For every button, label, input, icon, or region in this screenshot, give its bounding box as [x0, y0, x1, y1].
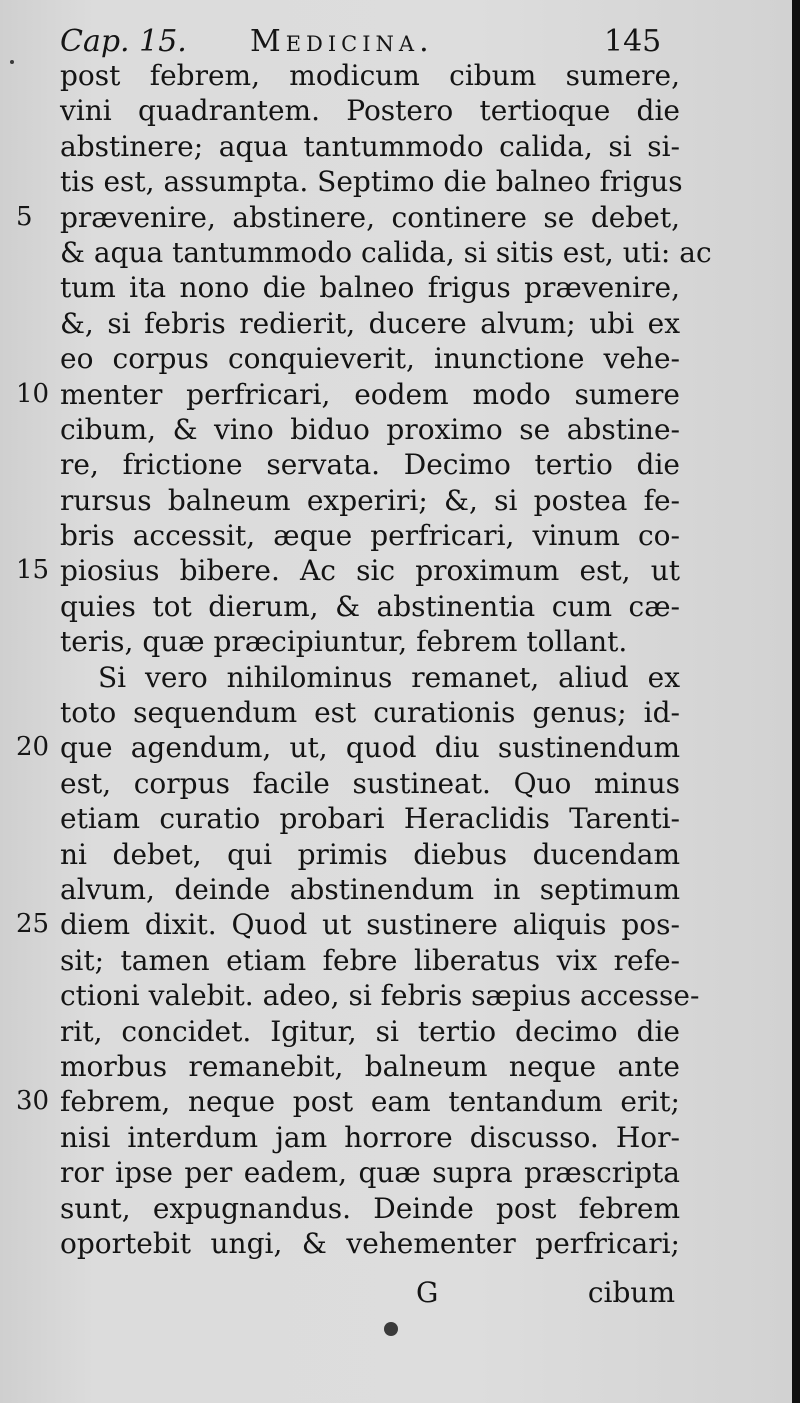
line-text: eo corpus conquieverit, inunctione vehe-: [60, 342, 680, 376]
line-text: toto sequendum est curationis genus; id-: [60, 696, 680, 730]
text-line: [60, 93, 680, 128]
line-text: etiam curatio probari Heraclidis Tarenti-: [60, 802, 680, 836]
line-text: bris accessit, æque perfricari, vinum co-: [60, 519, 680, 553]
line-text: sit; tamen etiam febre liberatus vix refe-: [60, 943, 680, 977]
page-number: 145: [604, 24, 662, 59]
line-text: abstinere; aqua tantummodo calida, si si-: [60, 129, 680, 163]
text-line: [60, 1120, 680, 1155]
text-line: [60, 624, 680, 659]
line-text: quies tot dierum, & abstinentia cum cæ-: [60, 589, 680, 623]
line-text: tis est, assumpta. Septimo die balneo frigus: [60, 165, 683, 199]
text-line: [16, 907, 680, 942]
line-text: piosius bibere. Ac sic proximum est, ut: [60, 554, 680, 588]
line-text: diem dixit. Quod ut sustinere aliquis pos-: [60, 908, 680, 942]
text-line: [16, 200, 680, 235]
text-line: [60, 1191, 680, 1226]
page-footer: [60, 1276, 675, 1310]
text-line: [60, 872, 680, 907]
line-text: re, frictione servata. Decimo tertio die: [60, 448, 680, 482]
text-line: [60, 1014, 680, 1049]
text-line: [60, 589, 680, 624]
line-text: que agendum, ut, quod diu sustinendum: [60, 731, 680, 765]
text-line: [60, 1226, 680, 1261]
text-line: [60, 129, 680, 164]
text-line: [60, 943, 680, 978]
chapter-reference: Cap. 15.: [60, 24, 187, 59]
line-text: & aqua tantummodo calida, si sitis est, uti: ac: [60, 235, 712, 269]
text-line: [16, 377, 680, 412]
line-text: rit, concidet. Igitur, si tertio decimo die: [60, 1014, 680, 1048]
text-line: [60, 660, 680, 695]
line-text: menter perfricari, eodem modo sumere: [60, 377, 680, 411]
text-line: [60, 412, 680, 447]
line-text: rursus balneum experiri; &, si postea fe-: [60, 483, 680, 517]
line-text: prævenire, abstinere, continere se debet,: [60, 200, 680, 234]
line-text: post febrem, modicum cibum sumere,: [60, 59, 680, 92]
running-title: Medicina.: [250, 24, 434, 59]
text-line: [60, 341, 680, 376]
ink-speck: [10, 60, 14, 64]
line-number: 25: [16, 909, 50, 940]
text-block: [16, 58, 712, 1261]
line-text: vini quadrantem. Postero tertioque die: [60, 94, 680, 128]
catchword: cibum: [587, 1276, 675, 1309]
text-line: [60, 695, 680, 730]
line-number: 15: [16, 555, 50, 586]
line-text: &, si febris redierit, ducere alvum; ubi ex: [60, 306, 680, 340]
page-edge: [792, 0, 800, 1403]
line-text: ni debet, qui primis diebus ducendam: [60, 837, 680, 871]
text-line: [16, 553, 680, 588]
text-line: [60, 235, 712, 270]
text-line: [60, 1155, 680, 1190]
line-text: est, corpus facile sustineat. Quo minus: [60, 766, 680, 800]
ink-speck: [384, 1322, 398, 1336]
line-text: oportebit ungi, & vehementer perfricari;: [60, 1226, 680, 1260]
text-line: [60, 1049, 680, 1084]
text-line: [60, 518, 680, 553]
text-line: [60, 766, 680, 801]
line-text: teris, quæ præcipiuntur, febrem tollant.: [60, 625, 628, 659]
text-line: [60, 270, 680, 305]
text-line: [60, 483, 680, 518]
text-line: [60, 447, 680, 482]
line-text: cibum, & vino biduo proximo se abstine-: [60, 412, 680, 446]
text-line: [60, 306, 680, 341]
text-line: [60, 978, 700, 1013]
line-text: Si vero nihilominus remanet, aliud ex: [98, 660, 680, 694]
line-text: morbus remanebit, balneum neque ante: [60, 1049, 680, 1083]
line-text: ror ipse per eadem, quæ supra præscripta: [60, 1156, 680, 1190]
line-text: alvum, deinde abstinendum in septimum: [60, 872, 680, 906]
text-line: [16, 730, 680, 765]
line-number: 20: [16, 732, 50, 763]
line-text: sunt, expugnandus. Deinde post febrem: [60, 1191, 680, 1225]
line-number: 30: [16, 1086, 50, 1117]
text-line: [60, 164, 683, 199]
line-number: 10: [16, 378, 50, 409]
line-text: febrem, neque post eam tentandum erit;: [60, 1085, 680, 1119]
text-line: [16, 1084, 680, 1119]
line-text: tum ita nono die balneo frigus prævenire,: [60, 271, 680, 305]
text-line: [60, 58, 680, 93]
text-line: [60, 801, 680, 836]
signature-mark: G: [416, 1276, 439, 1309]
text-line: [60, 837, 680, 872]
line-text: nisi interdum jam horrore discusso. Hor-: [60, 1120, 680, 1154]
line-number: 5: [16, 201, 33, 232]
line-text: ctioni valebit. adeo, si febris sæpius accesse-: [60, 979, 700, 1013]
